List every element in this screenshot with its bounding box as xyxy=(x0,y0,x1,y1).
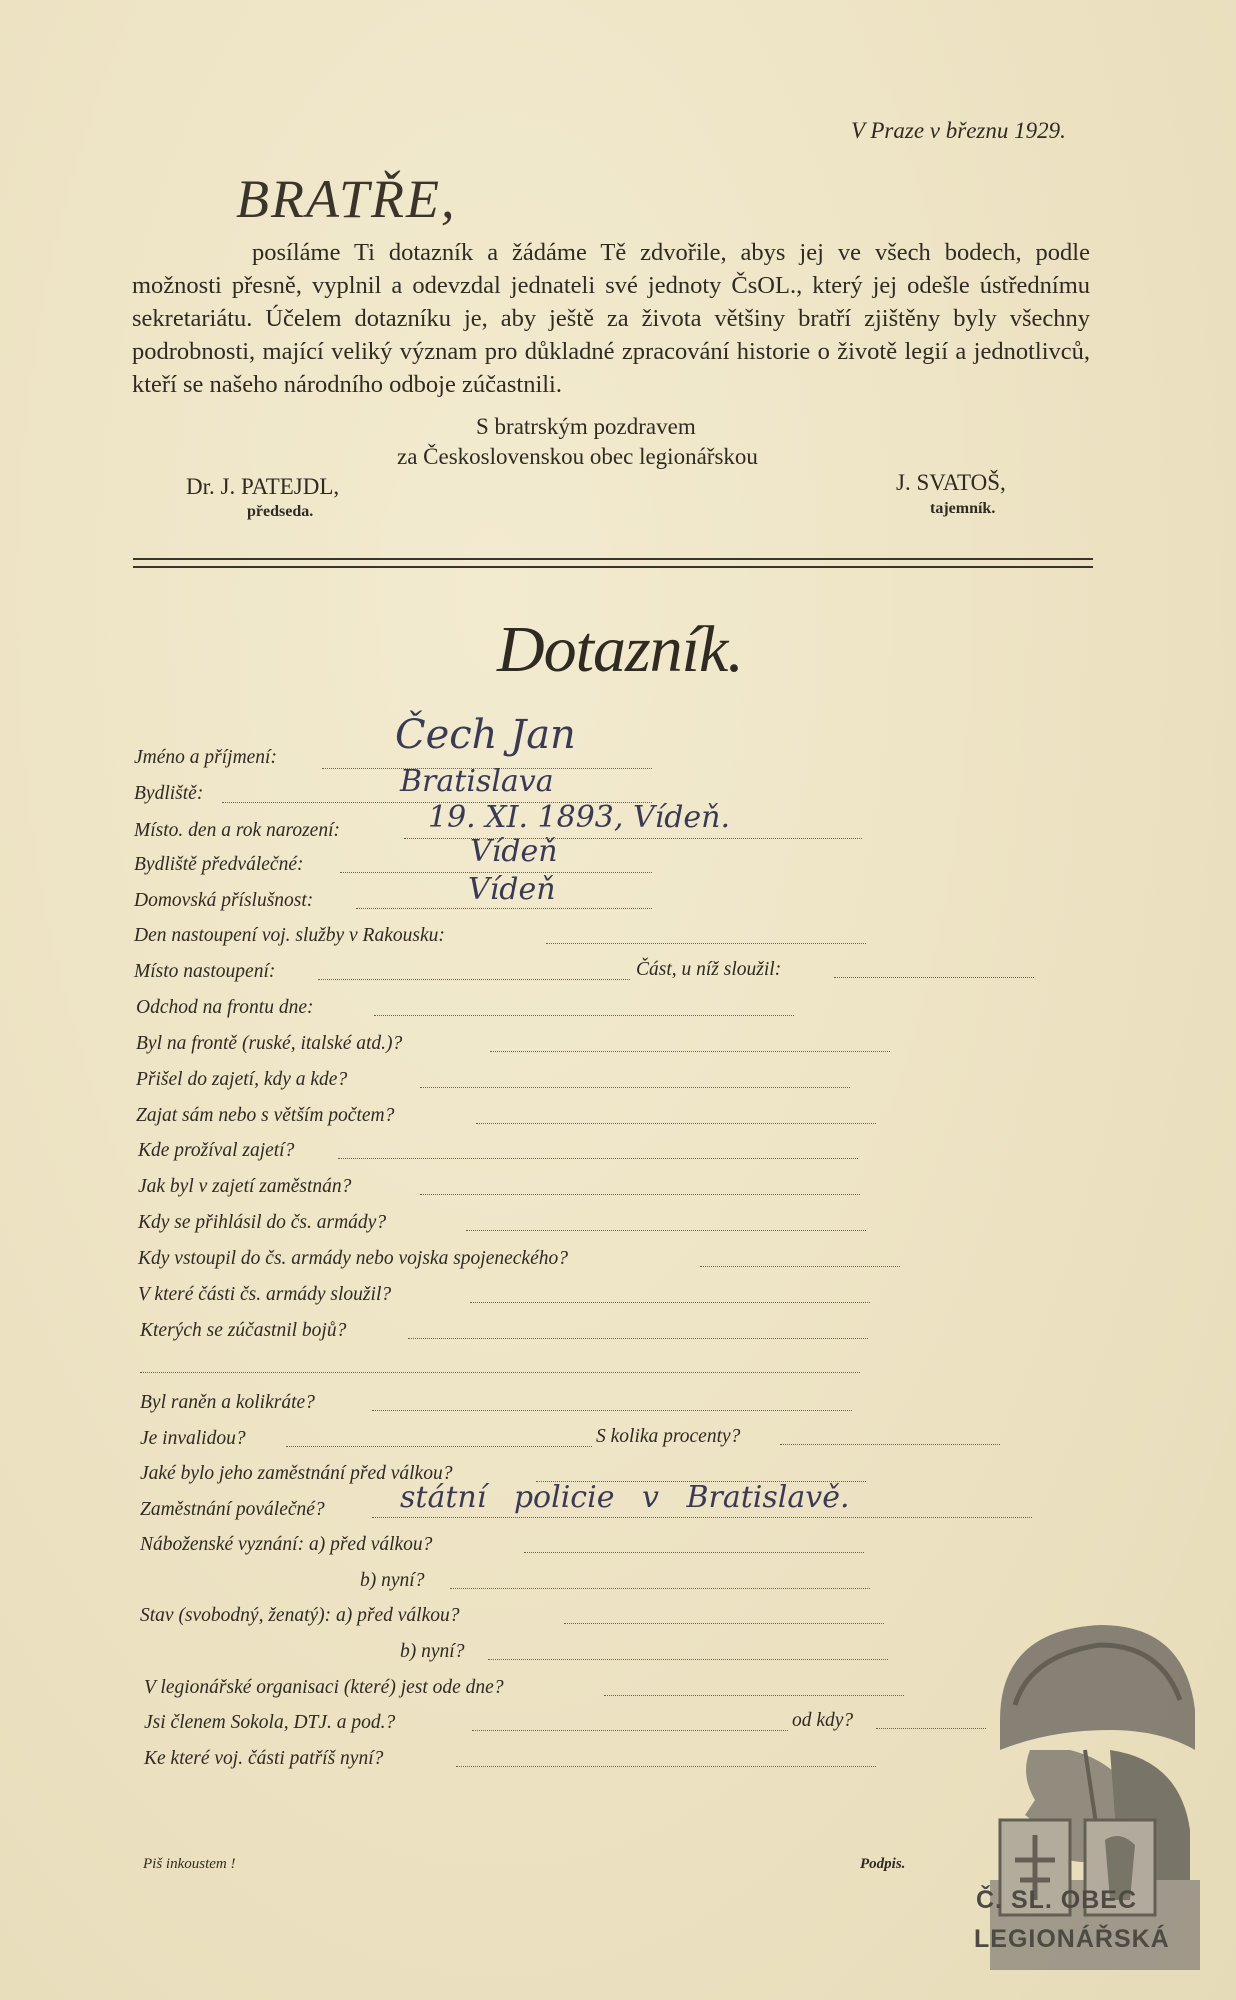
field-label-wounded: Byl raněn a kolikráte? xyxy=(140,1392,315,1413)
field-line-organisation xyxy=(604,1695,904,1696)
handwritten-postwar-job: státní policie v Bratislavě. xyxy=(400,1480,850,1515)
field-line-sokol xyxy=(472,1730,788,1731)
field-label-army-application: Kdy se přihlásil do čs. armády? xyxy=(138,1212,387,1233)
field-line-wounded xyxy=(372,1410,852,1411)
field-label-invalid: Je invalidou? xyxy=(140,1428,246,1449)
handwritten-domicile: Vídeň xyxy=(468,872,556,907)
field-label-unit: Část, u níž sloužil: xyxy=(636,959,782,980)
field-label-postwar-job: Zaměstnání poválečné? xyxy=(140,1499,325,1520)
handwritten-name: Čech Jan xyxy=(395,712,576,758)
handwritten-prewar-residence: Vídeň xyxy=(470,834,558,869)
field-label-percent: S kolika procenty? xyxy=(596,1426,741,1447)
field-line-captivity xyxy=(420,1087,850,1088)
field-line-captivity-work xyxy=(420,1194,860,1195)
field-label-prewar-job: Jaké bylo jeho zaměstnání před válkou? xyxy=(140,1463,453,1484)
field-label-service-place: Místo nastoupení: xyxy=(134,961,276,982)
field-line-postwar-job xyxy=(372,1517,1032,1518)
field-line-army-entry xyxy=(700,1266,900,1267)
field-label-service-start: Den nastoupení voj. služby v Rakousku: xyxy=(134,925,445,946)
field-line-unit xyxy=(834,977,1034,978)
greeting-line-1: S bratrským pozdravem xyxy=(476,414,696,439)
handwritten-birth: 19. XI. 1893, Vídeň. xyxy=(428,800,731,835)
signatory-left-role: předseda. xyxy=(247,503,314,520)
field-label-battles: Kterých se zúčastnil bojů? xyxy=(140,1320,347,1341)
field-label-since-when: od kdy? xyxy=(792,1710,854,1731)
letter-body-text: posíláme Ti dotazník a žádáme Tě zdvořile, abys jej ve všech bodech, podle možnosti přesně, vyplnil a odevzdal jednateli své jednoty ČsOL., který jej odešle ústřednímu sekretariátu. Účelem dotazníku je, aby ještě za života většiny bratří zjištěny byly všechny podrobnosti, mající veliký význam pro důkladné zpracování historie o životě legií a jednotlivců, kteří se našeho národního odboje zúčastnili. xyxy=(132,239,1090,398)
field-label-name: Jméno a příjmení: xyxy=(134,747,277,768)
field-label-domicile: Domovská příslušnost: xyxy=(134,890,314,911)
field-label-status-now: b) nyní? xyxy=(400,1641,465,1662)
letter-date: V Praze v březnu 1929. xyxy=(851,118,1066,143)
watermark-line-1: Č. SL. OBEC xyxy=(976,1886,1138,1914)
field-label-status-before: Stav (svobodný, ženatý): a) před válkou? xyxy=(140,1605,460,1626)
letter-body xyxy=(132,236,1090,401)
field-label-captivity-place: Kde prožíval zajetí? xyxy=(138,1140,295,1161)
greeting-line-2: za Československou obec legionářskou xyxy=(397,444,758,469)
field-label-residence: Bydliště: xyxy=(134,783,204,804)
field-label-front: Byl na frontě (ruské, italské atd.)? xyxy=(136,1033,403,1054)
field-label-sokol: Jsi členem Sokola, DTJ. a pod.? xyxy=(144,1712,396,1733)
field-line-service-place xyxy=(318,979,630,980)
field-line-invalid xyxy=(286,1446,592,1447)
salutation: BRATŘE, xyxy=(236,169,457,229)
field-label-current-unit: Ke které voj. části patříš nyní? xyxy=(144,1748,384,1769)
signatory-left-name: Dr. J. PATEJDL, xyxy=(186,474,340,499)
field-line-army-unit xyxy=(470,1302,870,1303)
field-line-current-unit xyxy=(456,1766,876,1767)
field-label-religion-now: b) nyní? xyxy=(360,1570,425,1591)
field-label-army-unit: V které části čs. armády sloužil? xyxy=(138,1284,392,1305)
field-line-percent xyxy=(780,1444,1000,1445)
signatory-right-role: tajemník. xyxy=(930,500,996,517)
field-label-prewar-residence: Bydliště předválečné: xyxy=(134,854,304,875)
field-label-organisation: V legionářské organisaci (které) jest ode dne? xyxy=(144,1677,504,1698)
field-label-birth: Místo. den a rok narození: xyxy=(134,820,340,841)
field-line-religion-now xyxy=(450,1588,870,1589)
field-line-battles-extra xyxy=(140,1372,860,1373)
field-line-front-departure xyxy=(374,1015,794,1016)
field-line-status-now xyxy=(488,1659,888,1660)
footer-signature-label: Podpis. xyxy=(860,1856,906,1872)
field-line-captivity-place xyxy=(338,1158,858,1159)
field-label-front-departure: Odchod na frontu dne: xyxy=(136,997,314,1018)
field-label-captivity: Přišel do zajetí, kdy a kde? xyxy=(136,1069,348,1090)
field-line-army-application xyxy=(466,1230,866,1231)
divider-top xyxy=(133,558,1093,560)
field-line-battles xyxy=(408,1338,868,1339)
footer-ink-note: Piš inkoustem ! xyxy=(143,1856,236,1872)
field-label-captured-with: Zajat sám nebo s větším počtem? xyxy=(136,1105,395,1126)
handwritten-residence: Bratislava xyxy=(400,764,554,799)
field-label-religion-before: Náboženské vyznání: a) před válkou? xyxy=(140,1534,433,1555)
field-line-domicile xyxy=(356,908,652,909)
form-title: Dotazník. xyxy=(497,613,743,686)
signatory-right-name: J. SVATOŠ, xyxy=(896,470,1006,495)
divider-bottom xyxy=(133,566,1093,568)
field-label-army-entry: Kdy vstoupil do čs. armády nebo vojska spojeneckého? xyxy=(138,1248,568,1269)
field-line-religion-before xyxy=(524,1552,864,1553)
field-label-captivity-work: Jak byl v zajetí zaměstnán? xyxy=(138,1176,352,1197)
watermark-line-2: LEGIONÁŘSKÁ xyxy=(974,1925,1170,1953)
field-line-status-before xyxy=(564,1623,884,1624)
field-line-service-start xyxy=(546,943,866,944)
field-line-front xyxy=(490,1051,890,1052)
field-line-captured-with xyxy=(476,1123,876,1124)
